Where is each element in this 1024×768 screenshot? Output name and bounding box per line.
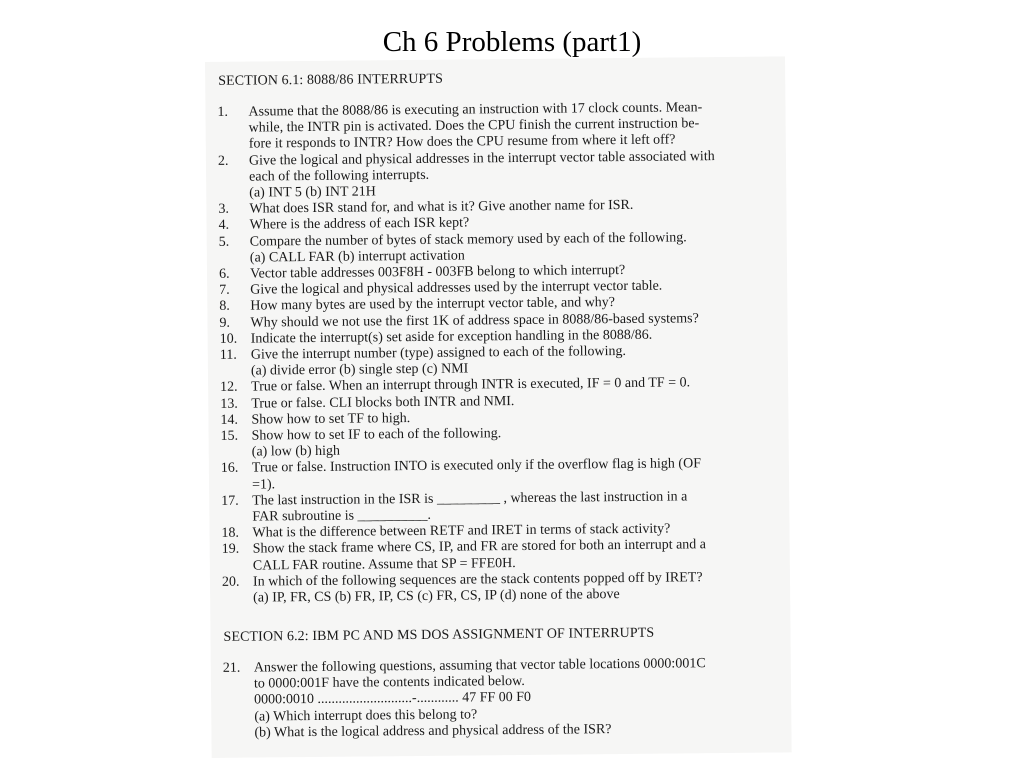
problem-text-line: What is the difference between RETF and IRET in terms of stack activity? bbox=[252, 521, 671, 541]
problem-number: 9. bbox=[219, 315, 231, 331]
problem-number: 15. bbox=[220, 428, 239, 444]
problem-number: 19. bbox=[221, 542, 240, 558]
problem-number: 21. bbox=[222, 660, 241, 676]
problem-text-line: Answer the following questions, assuming that vector table locations 0000:001C bbox=[253, 656, 706, 676]
problem-text-line: Show the stack frame where CS, IP, and FR are stored for both an interrupt and a bbox=[252, 537, 707, 558]
problem-text-line: How many bytes are used by the interrupt vector table, and why? bbox=[250, 295, 616, 315]
problem-number: 12. bbox=[220, 380, 238, 396]
problem-number: 18. bbox=[221, 525, 240, 542]
problem-text-line: Where is the address of each ISR kept? bbox=[249, 215, 470, 234]
problem-text-line: Give the logical and physical addresses used by the interrupt vector table. bbox=[250, 278, 663, 298]
problem-text-line: (a) CALL FAR (b) interrupt activation bbox=[249, 248, 465, 266]
problem-item bbox=[210, 537, 775, 575]
slide-title: Ch 6 Problems (part1) bbox=[382, 26, 642, 58]
problem-number: 14. bbox=[220, 412, 239, 428]
problem-text-line: In which of the following sequences are the stack contents popped off by IRET? bbox=[252, 570, 703, 590]
problem-text-line: Show how to set TF to high. bbox=[251, 410, 411, 428]
problem-text-line: (a) INT 5 (b) INT 21H bbox=[249, 184, 376, 201]
problem-text-line: What does ISR stand for, and what is it? Give another name for ISR. bbox=[249, 198, 634, 217]
problem-item bbox=[208, 343, 773, 381]
problem-number: 10. bbox=[219, 331, 238, 347]
problem-number: 7. bbox=[219, 283, 230, 299]
problem-text-line: True or false. When an interrupt through INTR is executed, IF = 0 and TF = 0. bbox=[251, 375, 691, 396]
problem-text-line: Give the interrupt number (type) assigned to each of the following. bbox=[250, 344, 627, 363]
problem-number: 13. bbox=[220, 396, 238, 412]
problem-item bbox=[207, 229, 772, 267]
problem-item bbox=[210, 569, 775, 607]
section-heading-6-1: SECTION 6.1: 8088/86 INTERRUPTS bbox=[218, 71, 444, 89]
problem-number: 2. bbox=[217, 153, 229, 169]
problem-item bbox=[211, 656, 777, 742]
problem-text-line: Compare the number of bytes of stack memory used by each of the following. bbox=[249, 230, 687, 250]
problem-number: 4. bbox=[218, 218, 230, 234]
section-heading-6-2: SECTION 6.2: IBM PC AND MS DOS ASSIGNMENT OF INTERRUPTS bbox=[223, 625, 655, 645]
problem-item bbox=[209, 456, 774, 494]
problem-number: 17. bbox=[221, 493, 239, 509]
problem-text-line: Indicate the interrupt(s) set aside for exception handling in the 8088/86. bbox=[250, 327, 653, 347]
problem-number: 5. bbox=[218, 234, 230, 250]
problem-text-line: Why should we not use the first 1K of address space in 8088/86-based systems? bbox=[250, 310, 699, 331]
problem-item bbox=[206, 148, 771, 202]
problem-text-line: Vector table addresses 003F8H - 003FB belong to which interrupt? bbox=[249, 263, 626, 282]
problem-text-line: CALL FAR routine. Assume that SP = FFE0H. bbox=[252, 555, 516, 574]
problem-text-line: =1). bbox=[251, 477, 276, 493]
problem-text-line: (b) What is the logical address and physical address of the ISR? bbox=[254, 721, 612, 741]
problem-text-line: each of the following interrupts. bbox=[249, 167, 430, 185]
problem-item bbox=[209, 424, 774, 462]
problem-text-line: Assume that the 8088/86 is executing an instruction with 17 clock counts. Mean- bbox=[248, 100, 703, 120]
problem-text-line: True or false. CLI blocks both INTR and NMI. bbox=[251, 393, 515, 412]
problem-text-line: Give the logical and physical addresses in the interrupt vector table associated with bbox=[248, 148, 715, 169]
problem-number: 8. bbox=[219, 299, 230, 315]
problem-list-section-6-1 bbox=[205, 100, 775, 608]
problem-number: 1. bbox=[217, 104, 229, 120]
problem-list-section-6-2 bbox=[211, 656, 777, 742]
scanned-page bbox=[205, 56, 792, 758]
problem-item bbox=[205, 100, 770, 154]
problem-text-line: FAR subroutine is __________. bbox=[252, 507, 432, 525]
problem-number: 11. bbox=[219, 347, 237, 363]
problem-number: 3. bbox=[218, 201, 229, 218]
problem-item bbox=[209, 488, 774, 526]
problem-number: 16. bbox=[220, 461, 239, 477]
problem-number: 20. bbox=[221, 574, 240, 590]
problem-text-line: fore it responds to INTR? How does the CPU resume from where it left off? bbox=[248, 132, 676, 152]
problem-text-line: to 0000:001F have the contents indicated below. bbox=[253, 674, 525, 692]
problem-text-line: 0000:0010 ...........................-............ 47 FF 00 F0 bbox=[254, 690, 532, 708]
problem-text-line: (a) IP, FR, CS (b) FR, IP, CS (c) FR, CS, IP (d) none of the above bbox=[253, 587, 620, 606]
problem-text-line: (a) Which interrupt does this belong to? bbox=[254, 707, 478, 725]
problem-text-line: True or false. Instruction INTO is executed only if the overflow flag is high (OF bbox=[251, 456, 702, 477]
problem-text-line: (a) low (b) high bbox=[251, 443, 341, 460]
problem-text-line: (a) divide error (b) single step (c) NMI bbox=[250, 361, 469, 379]
problem-text-line: The last instruction in the ISR is _________ , whereas the last instruction in a bbox=[252, 489, 688, 509]
problem-text-line: while, the INTR pin is activated. Does the CPU finish the current instruction be- bbox=[248, 116, 700, 136]
problem-number: 6. bbox=[218, 266, 230, 282]
problem-text-line: Show how to set IF to each of the following. bbox=[251, 426, 502, 444]
